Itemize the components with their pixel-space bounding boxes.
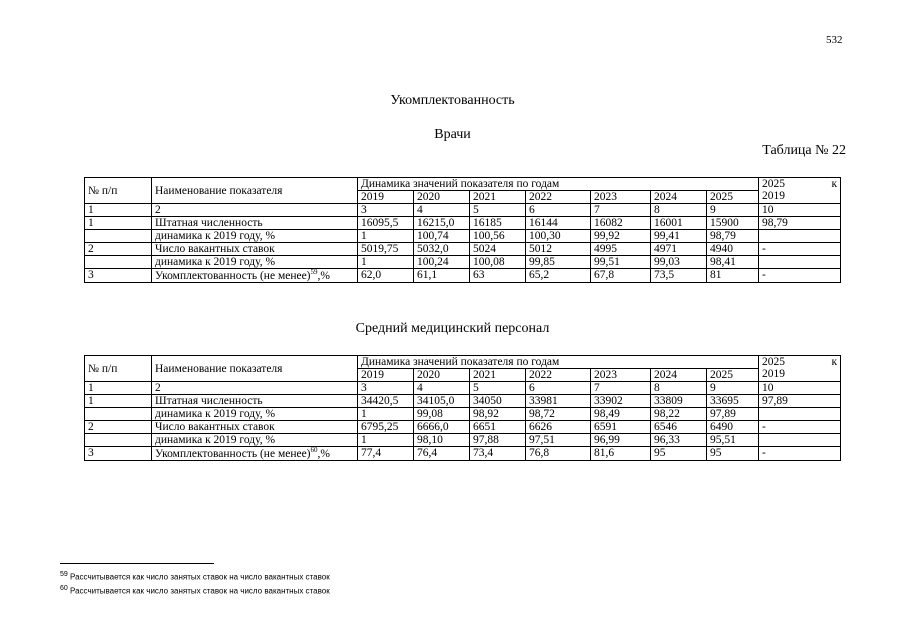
header-name: Наименование показателя [152,178,358,204]
header-year: 2025 [707,191,759,204]
value-cell: 67,8 [591,269,651,283]
table-row [85,217,841,230]
section-title-doctors: Врачи [434,127,471,142]
row-name-text: Число вакантных ставок [155,243,275,256]
value-cell: 100,08 [470,256,526,269]
row-number: 1 [85,395,152,408]
ratio-cell: 97,89 [759,395,841,408]
header-year: 2023 [591,369,651,382]
row-name [152,256,358,269]
column-number: 4 [414,382,470,395]
header-ratio-top: 2025 к [762,356,838,368]
table-label: Таблица № 22 [762,143,846,158]
value-cell: 34050 [470,395,526,408]
row-name-text: Штатная численность [155,217,263,230]
row-name-text: динамика к 2019 году, % [155,256,276,269]
value-cell: 16144 [526,217,591,230]
column-number: 9 [707,204,759,217]
value-cell: 97,88 [470,434,526,447]
ratio-cell [759,434,841,447]
header-year: 2023 [591,191,651,204]
column-number: 5 [470,382,526,395]
column-number: 6 [526,382,591,395]
value-cell: 98,49 [591,408,651,421]
column-number: 7 [591,204,651,217]
row-name-text: Штатная численность [155,395,263,408]
column-number: 1 [85,382,152,395]
value-cell: 16185 [470,217,526,230]
ratio-cell [759,230,841,243]
value-cell: 6591 [591,421,651,434]
header-ratio [759,356,841,382]
header-year: 2024 [651,369,707,382]
row-name [152,447,358,461]
value-cell: 100,30 [526,230,591,243]
row-number: 2 [85,421,152,434]
value-cell: 1 [358,408,414,421]
value-cell: 99,85 [526,256,591,269]
value-cell: 65,2 [526,269,591,283]
value-cell: 98,79 [707,230,759,243]
ratio-cell [759,408,841,421]
value-cell: 6546 [651,421,707,434]
table-row [85,269,841,283]
value-cell: 95 [707,447,759,461]
value-cell: 99,08 [414,408,470,421]
row-number: 3 [85,269,152,283]
row-number: 3 [85,447,152,461]
value-cell: 5024 [470,243,526,256]
header-ratio [759,178,841,204]
header-year: 2022 [526,369,591,382]
ratio-cell [759,256,841,269]
value-cell: 96,99 [591,434,651,447]
column-number: 4 [414,204,470,217]
row-name-text: Число вакантных ставок [155,421,275,434]
value-cell: 97,51 [526,434,591,447]
value-cell: 4940 [707,243,759,256]
row-number [85,256,152,269]
value-cell: 96,33 [651,434,707,447]
value-cell: 6666,0 [414,421,470,434]
header-row [85,356,841,369]
value-cell: 77,4 [358,447,414,461]
value-cell: 73,5 [651,269,707,283]
header-ratio-bottom: 2019 [762,368,786,381]
header-year: 2021 [470,191,526,204]
value-cell: 1 [358,230,414,243]
value-cell: 100,74 [414,230,470,243]
row-name [152,395,358,408]
header-num: № п/п [85,356,152,382]
value-cell: 5032,0 [414,243,470,256]
value-cell: 100,24 [414,256,470,269]
row-name-text: динамика к 2019 году, % [155,230,276,243]
column-number: 8 [651,204,707,217]
header-year: 2021 [470,369,526,382]
value-cell: 16095,5 [358,217,414,230]
row-name-text: динамика к 2019 году, % [155,434,276,447]
value-cell: 5019,75 [358,243,414,256]
value-cell: 33981 [526,395,591,408]
value-cell: 99,41 [651,230,707,243]
column-number: 6 [526,204,591,217]
header-row [85,178,841,191]
row-name [152,269,358,283]
value-cell: 100,56 [470,230,526,243]
header-dynamics: Динамика значений показателя по годам [358,356,759,369]
value-cell: 34105,0 [414,395,470,408]
value-cell: 76,8 [526,447,591,461]
column-number: 1 [85,204,152,217]
row-name-text: Укомплектованность (не менее) [155,270,311,283]
table-row [85,395,841,408]
ratio-cell: - [759,243,841,256]
row-name [152,243,358,256]
value-cell: 81 [707,269,759,283]
column-number: 10 [759,204,841,217]
row-name-text: Укомплектованность (не менее) [155,448,311,461]
value-cell: 6651 [470,421,526,434]
nurses-table [84,355,841,461]
page-number: 532 [826,34,843,46]
value-cell: 98,92 [470,408,526,421]
value-cell: 15900 [707,217,759,230]
footnote-60: $^{60}$ Рассчитывается как число занятых ставок на число вакантных ставок [60,585,330,596]
column-number: 3 [358,382,414,395]
column-number: 2 [152,382,358,395]
value-cell: 5012 [526,243,591,256]
footnote-59: $^{59}$ Рассчитывается как число занятых ставок на число вакантных ставок [60,571,330,582]
header-num: № п/п [85,178,152,204]
row-number [85,408,152,421]
value-cell: 63 [470,269,526,283]
column-number: 10 [759,382,841,395]
header-year: 2020 [414,191,470,204]
value-cell: 81,6 [591,447,651,461]
header-year: 2025 [707,369,759,382]
value-cell: 34420,5 [358,395,414,408]
row-number [85,434,152,447]
row-name [152,217,358,230]
header-name: Наименование показателя [152,356,358,382]
value-cell: 4995 [591,243,651,256]
value-cell: 16082 [591,217,651,230]
header-year: 2019 [358,191,414,204]
header-year: 2022 [526,191,591,204]
column-number: 5 [470,204,526,217]
value-cell: 16215,0 [414,217,470,230]
value-cell: 73,4 [470,447,526,461]
value-cell: 1 [358,256,414,269]
header-year: 2019 [358,369,414,382]
column-number: 8 [651,382,707,395]
table-row [85,256,841,269]
ratio-cell: - [759,421,841,434]
table-row [85,230,841,243]
header-ratio-top: 2025 к [762,178,838,190]
value-cell: 98,10 [414,434,470,447]
row-number: 1 [85,217,152,230]
value-cell: 95,51 [707,434,759,447]
header-year: 2024 [651,191,707,204]
table-row [85,408,841,421]
row-name-suffix: ,% [317,270,330,283]
row-name [152,408,358,421]
table-row [85,447,841,461]
ratio-cell: 98,79 [759,217,841,230]
table-row [85,434,841,447]
value-cell: 61,1 [414,269,470,283]
column-number: 3 [358,204,414,217]
column-number: 9 [707,382,759,395]
footnote-divider [60,563,214,564]
value-cell: 6490 [707,421,759,434]
section-title-nurses: Средний медицинский персонал [355,321,550,336]
value-cell: 98,72 [526,408,591,421]
row-number [85,230,152,243]
value-cell: 95 [651,447,707,461]
table-row [85,243,841,256]
footnote-ref: 60 [310,446,318,455]
value-cell: 99,92 [591,230,651,243]
value-cell: 6795,25 [358,421,414,434]
value-cell: 98,41 [707,256,759,269]
value-cell: 99,51 [591,256,651,269]
header-year: 2020 [414,369,470,382]
value-cell: 97,89 [707,408,759,421]
doctors-table [84,177,841,283]
value-cell: 4971 [651,243,707,256]
value-cell: 16001 [651,217,707,230]
value-cell: 99,03 [651,256,707,269]
value-cell: 33695 [707,395,759,408]
value-cell: 33902 [591,395,651,408]
row-name-text: динамика к 2019 году, % [155,408,276,421]
column-number: 7 [591,382,651,395]
footnote-ref: 59 [310,268,318,277]
value-cell: 6626 [526,421,591,434]
value-cell: 1 [358,434,414,447]
table-row [85,421,841,434]
value-cell: 76,4 [414,447,470,461]
value-cell: 98,22 [651,408,707,421]
value-cell: 33809 [651,395,707,408]
value-cell: 62,0 [358,269,414,283]
row-name [152,230,358,243]
column-numbers-row [85,204,841,217]
column-numbers-row [85,382,841,395]
page-heading: Укомплектованность [390,93,515,108]
header-ratio-bottom: 2019 [762,190,786,203]
row-name-suffix: ,% [317,448,330,461]
row-name [152,434,358,447]
ratio-cell: - [759,269,841,283]
header-dynamics: Динамика значений показателя по годам [358,178,759,191]
ratio-cell: - [759,447,841,461]
column-number: 2 [152,204,358,217]
row-name [152,421,358,434]
row-number: 2 [85,243,152,256]
